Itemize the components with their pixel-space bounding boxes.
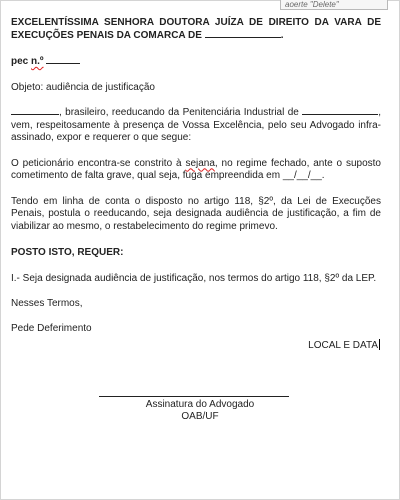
document-body	[11, 17, 381, 335]
paragraph-1	[11, 107, 381, 145]
requer-title: POSTO ISTO, REQUER:	[11, 247, 124, 258]
document-heading	[11, 17, 381, 42]
heading-line-2: EXECUÇÕES PENAIS DA COMARCA DE	[11, 29, 202, 41]
pec-number-line	[11, 56, 381, 69]
nesses-termos: Nesses Termos,	[11, 298, 83, 309]
name-blank[interactable]	[11, 114, 59, 115]
signature-oab: OAB/UF	[181, 411, 219, 422]
fuga-date-blank[interactable]: __/__/__	[282, 170, 322, 181]
paragraph-2	[11, 158, 381, 183]
paragraph-2-text-a: O peticionário encontra-se constrito à	[11, 157, 182, 169]
pec-label: pec n.º	[11, 56, 44, 67]
objeto-line: Objeto: audiência de justificação	[11, 81, 155, 93]
pec-misspelled: n.º	[31, 56, 44, 67]
paragraph-1-text-b: , vem, respeitosamente à presença de Vossa Excelência, pelo seu Advogado infra-assinado, expor e requerer o que segue:	[11, 107, 381, 143]
heading-line-1: EXCELENTÍSSIMA SENHORA DOUTORA JUÍZA DE DIREITO DA VARA DE	[11, 17, 381, 28]
comarca-blank[interactable]	[205, 37, 281, 38]
edge-label: aoerte "Delete"	[280, 0, 388, 10]
paragraph-1-text-a: , brasileiro, reeducando da Penitenciária Industrial de	[59, 107, 299, 118]
heading-line-2-tail: .	[280, 29, 284, 41]
paragraph-3: Tendo em linha de conta o disposto no artigo 118, §2º, da Lei de Execuções Penais, postula o reeducando, seja designada audiência de justificação, a fim de viabilizar ao mesmo, o restabelecimento do regime primevo.	[11, 195, 381, 232]
pec-number-blank[interactable]	[46, 63, 80, 64]
penitentiary-blank[interactable]	[302, 114, 378, 115]
text-cursor	[379, 339, 380, 350]
request-item-1: I.- Seja designada audiência de justificação, nos termos do artigo 118, §2º da LEP.	[11, 272, 377, 284]
local-e-data-text: LOCAL E DATA	[308, 340, 378, 351]
pede-deferimento: Pede Deferimento	[11, 322, 92, 334]
paragraph-2-text-b: , no regime fechado, ante o suposto cometimento de falta grave, qual seja, fuga empreendida em	[11, 157, 381, 181]
paragraph-2-misspelled: sejana	[185, 157, 215, 169]
signature-line	[99, 396, 289, 397]
local-e-data	[308, 339, 380, 352]
paragraph-2-end: .	[321, 170, 325, 181]
signature-name: Assinatura do Advogado	[145, 399, 255, 410]
